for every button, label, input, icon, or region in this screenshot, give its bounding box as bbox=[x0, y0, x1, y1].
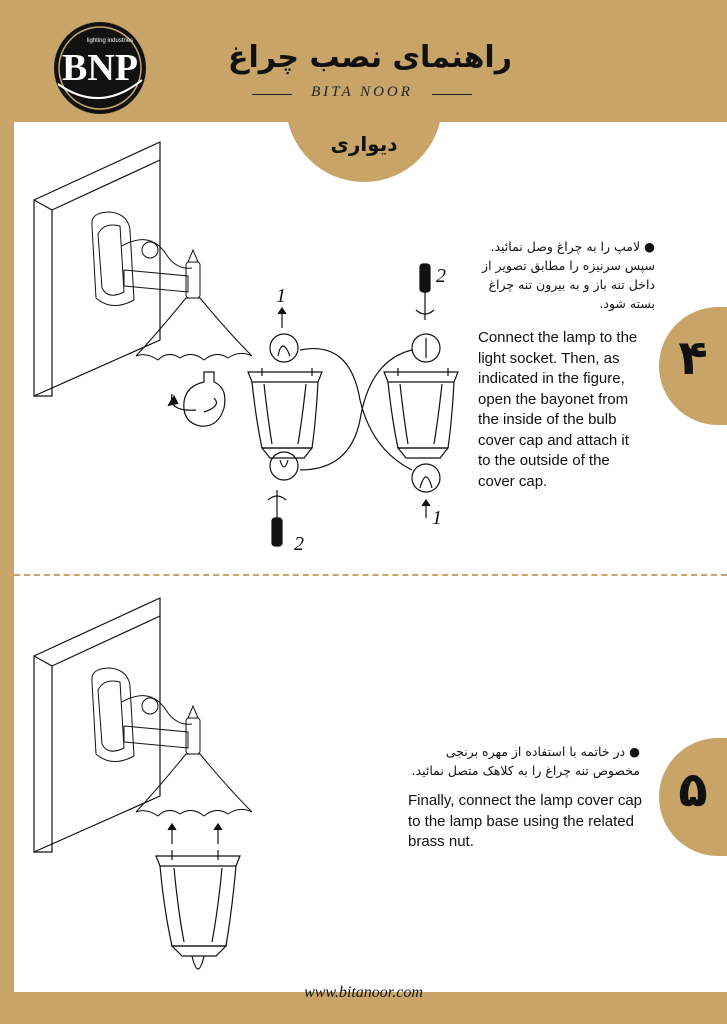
lamp-cover-b bbox=[384, 368, 458, 458]
step-5-english-text: Finally, connect the lamp cover cap to the lamp base using the related brass nut. bbox=[408, 792, 643, 850]
label-1-b: 1 bbox=[432, 507, 442, 529]
step-4-wall-plate bbox=[34, 142, 160, 396]
inset-circle-bottom-b bbox=[412, 464, 440, 492]
screwdriver-icon-b bbox=[416, 264, 434, 320]
page-title: راهنمای نصب چراغ bbox=[227, 40, 512, 75]
brand-subtitle: BITA NOOR bbox=[311, 84, 413, 100]
website-footer: www.bitanoor.com bbox=[304, 984, 423, 1001]
step-5-number: ۵ bbox=[678, 762, 708, 818]
lamp-cover-c bbox=[156, 850, 240, 969]
step-4-persian-text: ● لامپ را به چراغ وصل نمائید. سپس سرنیزه را مطابق تصویر از داخل تنه باز و به بیرون تنه چراغ بسته شود. bbox=[482, 239, 655, 311]
finial-bottom-b bbox=[420, 477, 432, 488]
screwdriver-icon-a bbox=[268, 490, 286, 546]
lamp-cover-a bbox=[248, 368, 322, 458]
label-2-a: 2 bbox=[436, 265, 446, 287]
label-1-a: 1 bbox=[276, 285, 286, 307]
logo-tagline: lighting industries bbox=[86, 38, 134, 44]
inset-circle-top-a bbox=[270, 334, 298, 362]
step-5-wall-plate bbox=[34, 598, 160, 852]
step-4-english-text: Connect the lamp to the light socket. Then, as indicated in the figure, open the bayonet from the inside of the bulb cover cap and attach it to the outside of the cover cap. bbox=[478, 329, 638, 490]
bulb-icon bbox=[168, 372, 225, 426]
inset-circle-bottom-a bbox=[270, 452, 298, 480]
bayonet-bottom-a bbox=[280, 460, 288, 467]
category-tab-label: دیواری bbox=[330, 132, 398, 156]
finial-top-a bbox=[278, 346, 290, 356]
logo-text: BNP bbox=[62, 47, 138, 89]
step-4-number: ۴ bbox=[678, 330, 708, 386]
step-4-persian-body: لامپ را به چراغ وصل نمائید. سپس سرنیزه را مطابق تصویر از داخل تنه باز و به بیرون تنه چراغ بسته شود. bbox=[482, 239, 655, 311]
label-2-b: 2 bbox=[294, 533, 304, 555]
step-5-persian-body: در خاتمه با استفاده از مهره برنجی مخصوص تنه چراغ را به کلاهک متصل نمائید. bbox=[411, 744, 640, 778]
flow-curve-2 bbox=[300, 350, 412, 470]
step-5-persian-text: ● در خاتمه با استفاده از مهره برنجی مخصوص تنه چراغ را به کلاهک متصل نمائید. bbox=[411, 744, 640, 778]
